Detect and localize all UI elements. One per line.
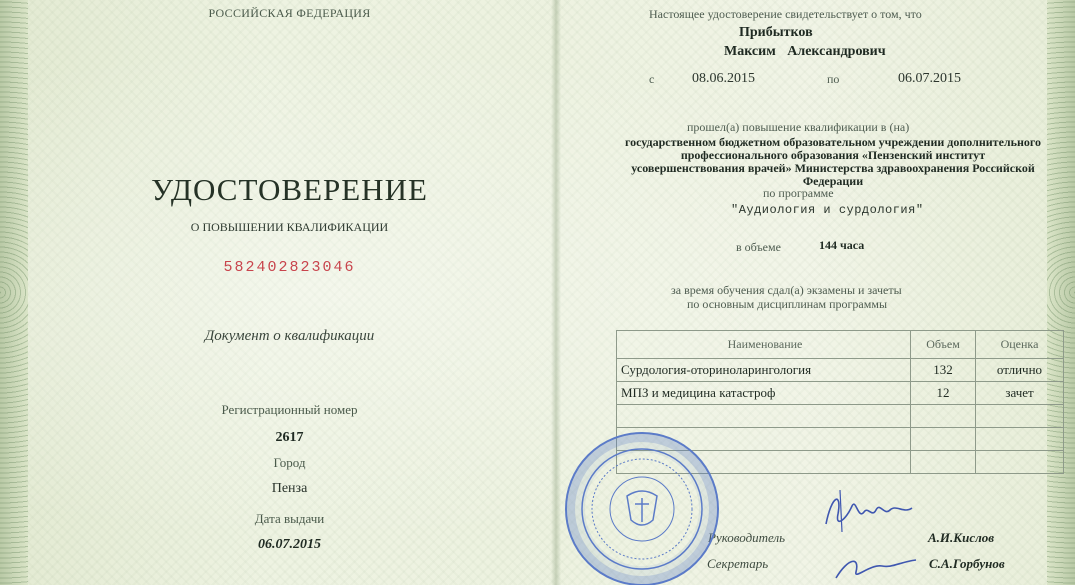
country-heading: РОССИЙСКАЯ ФЕДЕРАЦИЯ xyxy=(208,6,371,20)
grade-cell xyxy=(976,405,1064,428)
volume-label: в объеме xyxy=(736,240,781,254)
header-name: Наименование xyxy=(617,331,911,359)
hours-cell xyxy=(911,428,976,451)
left-page xyxy=(28,0,551,585)
table-row xyxy=(617,382,1064,405)
issue-date-label: Дата выдачи xyxy=(254,511,325,526)
table-row xyxy=(617,359,1064,382)
grade-cell xyxy=(976,428,1064,451)
grade-cell: зачет xyxy=(976,382,1064,405)
grade-cell: отлично xyxy=(976,359,1064,382)
subject-cell xyxy=(617,405,911,428)
official-stamp-icon xyxy=(565,432,719,585)
serial-number: 582402823046 xyxy=(223,259,356,276)
issue-date-value: 06.07.2015 xyxy=(258,537,321,552)
table-header-row xyxy=(617,331,1064,359)
city-label: Город xyxy=(273,455,306,470)
right-guilloche-border xyxy=(1047,0,1075,585)
secretary-label: Секретарь xyxy=(707,556,769,571)
holder-name: Максим Александрович xyxy=(724,44,886,59)
certificate-subtitle: О ПОВЫШЕНИИ КВАЛИФИКАЦИИ xyxy=(190,220,389,234)
subject-cell: Сурдология-оториноларингология xyxy=(617,359,911,382)
head-label: Руководитель xyxy=(708,530,786,545)
intro-text: Настоящее удостоверение свидетельствует о том, что xyxy=(649,7,922,21)
city-value: Пенза xyxy=(271,481,308,496)
subject-cell: МПЗ и медицина катастроф xyxy=(617,382,911,405)
header-grade: Оценка xyxy=(976,331,1064,359)
grade-cell xyxy=(976,451,1064,474)
secretary-signature-icon xyxy=(830,552,920,585)
head-name: А.И.Кислов xyxy=(928,530,995,545)
passed-text: прошел(а) повышение квалификации в (на) xyxy=(687,120,910,134)
hours-cell xyxy=(911,451,976,474)
reg-number-label: Регистрационный номер xyxy=(221,402,358,417)
hours-cell: 132 xyxy=(911,359,976,382)
period-from-date: 08.06.2015 xyxy=(692,71,755,86)
certificate-title: УДОСТОВЕРЕНИЕ xyxy=(151,172,428,207)
period-from-label: с xyxy=(649,72,655,86)
page-fold xyxy=(551,0,561,585)
exams-text-line2: по основным дисциплинам программы xyxy=(687,297,888,311)
institution-name: государственном бюджетном образовательном учреждении дополнительного профессионального образования «Пензенский институт усовершенствования врачей» Министерства здравоохранения Российской Федерации xyxy=(624,135,1042,188)
head-signature-icon xyxy=(818,484,918,539)
period-to-date: 06.07.2015 xyxy=(898,71,961,86)
exams-text-line1: за время обучения сдал(а) экзамены и зачеты xyxy=(671,283,902,297)
secretary-name: С.А.Горбунов xyxy=(929,556,1005,571)
period-to-label: по xyxy=(827,72,840,86)
hours-cell xyxy=(911,405,976,428)
hours-cell: 12 xyxy=(911,382,976,405)
program-name: "Аудиология и сурдология" xyxy=(731,203,924,217)
table-row xyxy=(617,405,1064,428)
program-label: по программе xyxy=(763,186,834,200)
volume-value: 144 часа xyxy=(819,238,865,252)
reg-number-value: 2617 xyxy=(275,430,304,445)
holder-surname: Прибытков xyxy=(739,25,813,40)
left-guilloche-border xyxy=(0,0,28,585)
document-type: Документ о квалификации xyxy=(204,328,375,344)
header-volume: Объем xyxy=(911,331,976,359)
